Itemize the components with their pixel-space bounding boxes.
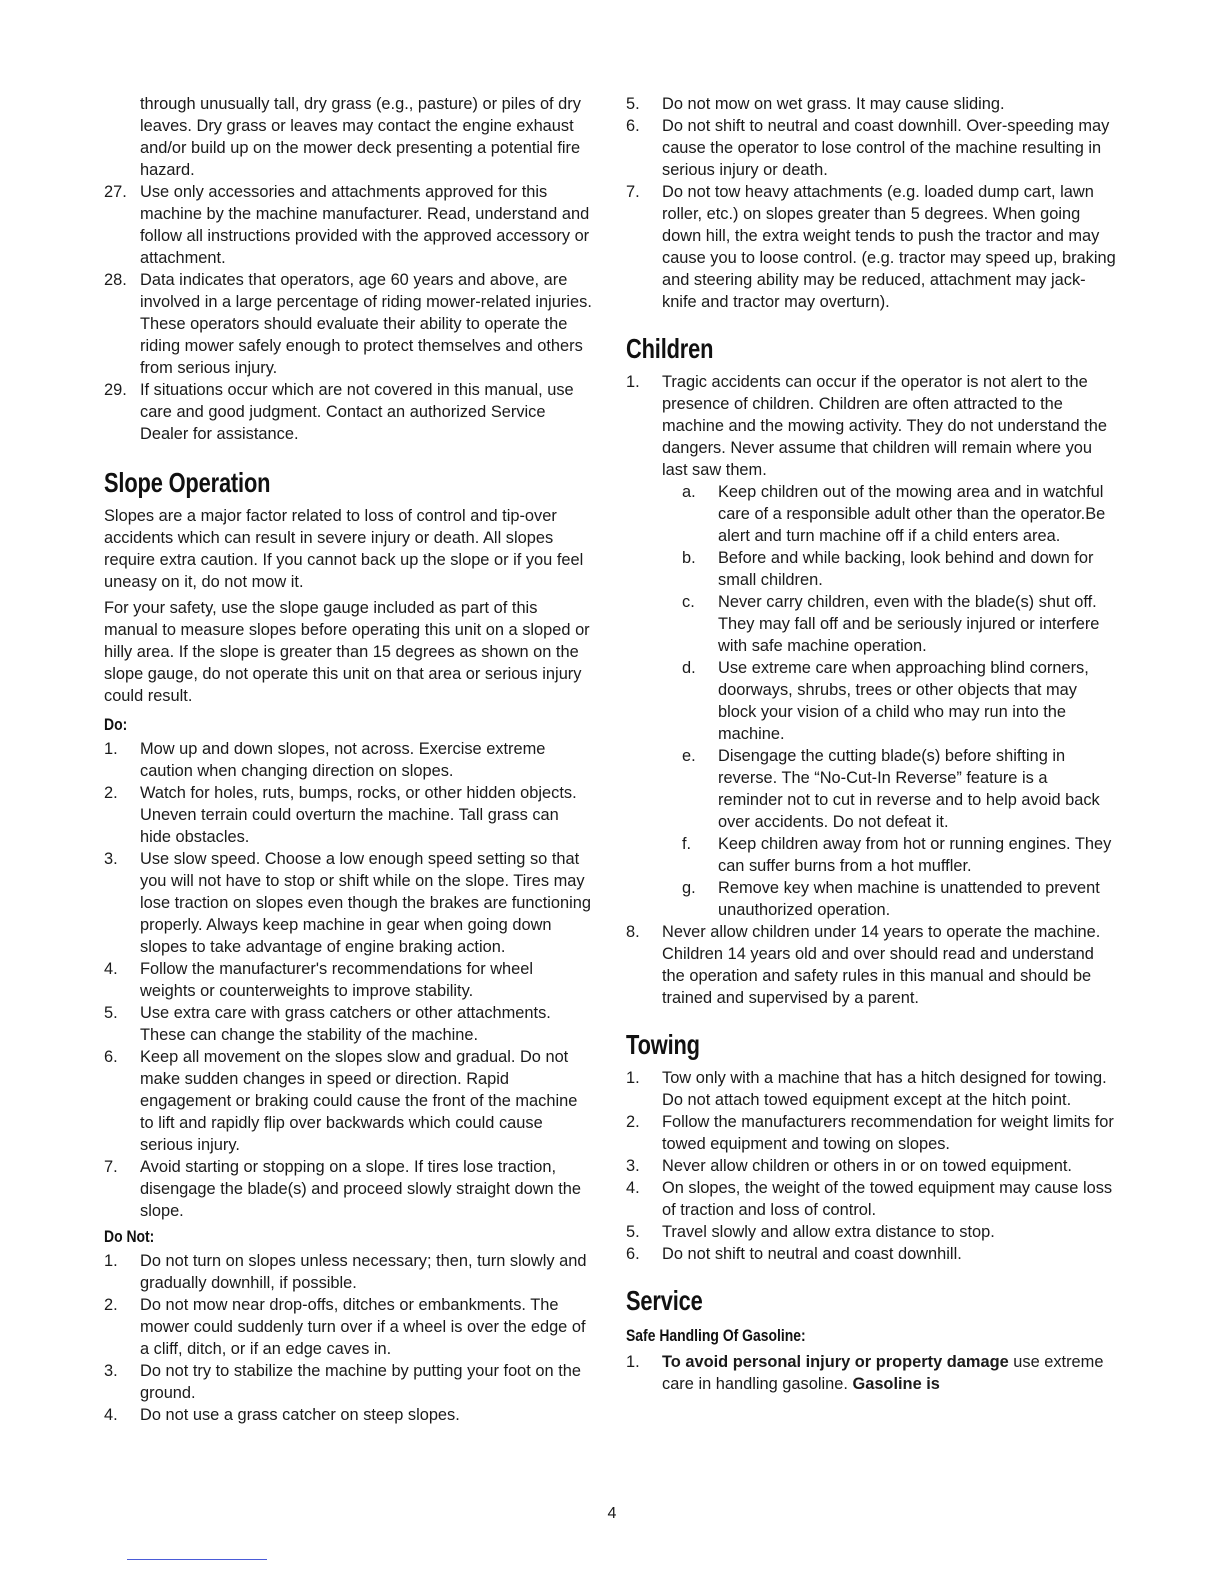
sublist-item: c. Never carry children, even with the blade(s) shut off. They may fall off and be seriously injured or interfere with safe machine operation. <box>682 593 1100 655</box>
list-item: 28. Data indicates that operators, age 60 years and above, are involved in a large percentage of riding mower-related injuries. These operators should evaluate their ability to operate the riding mower safely enough to protect themselves and others from serious injury. <box>104 271 592 377</box>
list-item: 7. Avoid starting or stopping on a slope. If tires lose traction, disengage the blade(s) and proceed slowly straight down the slope. <box>104 1158 582 1220</box>
service-item-body: use extreme care in handling gasoline. <box>662 1353 1104 1393</box>
do-not-list <box>104 1250 592 1426</box>
towing-list <box>626 1067 1116 1265</box>
list-item: 1. To avoid personal injury or property damage use extreme care in handling gasoline. Gasoline is <box>626 1351 1116 1395</box>
list-item: 8. Never allow children under 14 years to operate the machine. Children 14 years old and over should read and understand the operation and safety rules in this manual and should be trained and supervised by a parent. <box>626 923 1101 1007</box>
list-item: 5. Do not mow on wet grass. It may cause sliding. <box>626 95 1005 113</box>
continued-paragraph: through unusually tall, dry grass (e.g., pasture) or piles of dry leaves. Dry grass or leaves may contact the engine exhaust and/or build up on the mower deck presenting a potential fire hazard. <box>140 95 581 179</box>
general-rules-list <box>104 181 592 445</box>
sublist-item: b. Before and while backing, look behind and down for small children. <box>682 549 1094 589</box>
list-item: 2. Watch for holes, ruts, bumps, rocks, or other hidden objects. Uneven terrain could overturn the machine. Tall grass can hide obstacles. <box>104 784 577 846</box>
safe-handling-subheading: Safe Handling Of Gasoline: <box>626 1326 806 1345</box>
list-item: 4. On slopes, the weight of the towed equipment may cause loss of traction and loss of control. <box>626 1179 1113 1219</box>
section-heading-children: Children <box>626 333 714 364</box>
list-item: 5. Travel slowly and allow extra distance to stop. <box>626 1223 995 1241</box>
left-column <box>104 93 592 1426</box>
children-list <box>626 371 1116 481</box>
do-not-list-continued <box>626 93 1116 313</box>
do-subheading: Do: <box>104 715 128 734</box>
section-heading-service: Service <box>626 1285 703 1316</box>
bold-gasoline-text: Gasoline is <box>852 1375 940 1393</box>
sublist-item: f. Keep children away from hot or running engines. They can suffer burns from a hot muffler. <box>682 835 1112 875</box>
section-heading-towing: Towing <box>626 1029 700 1060</box>
list-item: 6. Do not shift to neutral and coast downhill. Over-speeding may cause the operator to lose control of the machine resulting in serious injury or death. <box>626 117 1110 179</box>
footer-rule <box>127 1559 267 1560</box>
list-item: 1. Mow up and down slopes, not across. Exercise extreme caution when changing direction on slopes. <box>104 740 546 780</box>
list-item: 3. Use slow speed. Choose a low enough speed setting so that you will not have to stop or shift while on the slope. Tires may lose traction on slopes even though the brakes are functioning properly. Always keep machine in gear when going down slopes to take advantage of engine braking action. <box>104 850 592 956</box>
do-list <box>104 738 592 1222</box>
children-list-end <box>626 921 1116 1009</box>
bold-warning-text: To avoid personal injury or property damage <box>662 1353 1009 1371</box>
list-item: 4. Follow the manufacturer's recommendations for wheel weights or counterweights to improve stability. <box>104 960 534 1000</box>
slope-paragraph-2: For your safety, use the slope gauge included as part of this manual to measure slopes before operating this unit on a sloped or hilly area. If the slope is greater than 15 degrees as shown on the slope gauge, do not operate this unit on that area or serious injury could result. <box>104 599 590 705</box>
list-item: 3. Do not try to stabilize the machine by putting your foot on the ground. <box>104 1362 581 1402</box>
sublist-item: e. Disengage the cutting blade(s) before shifting in reverse. The “No-Cut-In Reverse” feature is a reminder not to cut in reverse and to help avoid back over accidents. Do not defeat it. <box>682 747 1100 831</box>
list-item: 4. Do not use a grass catcher on steep slopes. <box>104 1406 460 1424</box>
service-item-text <box>662 1351 1116 1395</box>
slope-paragraph-1: Slopes are a major factor related to loss of control and tip-over accidents which can result in severe injury or death. All slopes require extra caution. If you cannot back up the slope or if you feel uneasy on it, do not mow it. <box>104 507 584 591</box>
right-column <box>626 93 1116 1395</box>
list-item: 1. Tragic accidents can occur if the operator is not alert to the presence of children. Children are often attracted to the machine and the mowing activity. They do not understand the dangers. Never assume that children will remain where you last saw them. <box>626 373 1107 479</box>
list-item: 27. Use only accessories and attachments approved for this machine by the machine manufacturer. Read, understand and follow all instructions provided with the approved accessory or attachment. <box>104 183 590 267</box>
service-list <box>626 1351 1116 1395</box>
sublist-item: a. Keep children out of the mowing area and in watchful care of a responsible adult other than the operator.Be alert and turn machine off if a child enters area. <box>682 483 1106 545</box>
children-sublist <box>626 481 1116 921</box>
list-item: 5. Use extra care with grass catchers or other attachments. These can change the stability of the machine. <box>104 1004 551 1044</box>
list-item: 2. Do not mow near drop-offs, ditches or embankments. The mower could suddenly turn over if a wheel is over the edge of a cliff, ditch, or if an edge caves in. <box>104 1296 586 1358</box>
sublist-item: g. Remove key when machine is unattended to prevent unauthorized operation. <box>682 879 1100 919</box>
list-item: 1. Tow only with a machine that has a hitch designed for towing. Do not attach towed equipment except at the hitch point. <box>626 1069 1107 1109</box>
list-item: 3. Never allow children or others in or on towed equipment. <box>626 1157 1072 1175</box>
section-heading-slope-operation: Slope Operation <box>104 467 271 498</box>
sublist-item: d. Use extreme care when approaching blind corners, doorways, shrubs, trees or other objects that may block your vision of a child who may run into the machine. <box>682 659 1089 743</box>
do-not-subheading: Do Not: <box>104 1227 155 1246</box>
page-number: 4 <box>607 1505 617 1522</box>
list-item: 1. Do not turn on slopes unless necessary; then, turn slowly and gradually downhill, if possible. <box>104 1252 587 1292</box>
list-item: 2. Follow the manufacturers recommendation for weight limits for towed equipment and towing on slopes. <box>626 1113 1114 1153</box>
list-item: 7. Do not tow heavy attachments (e.g. loaded dump cart, lawn roller, etc.) on slopes greater than 5 degrees. When going down hill, the extra weight tends to push the tractor and may cause you to loose control. (e.g. tractor may speed up, braking and steering ability may be reduced, attachment may jack-knife and tractor may overturn). <box>626 183 1116 311</box>
list-item: 6. Keep all movement on the slopes slow and gradual. Do not make sudden changes in speed or direction. Rapid engagement or braking could cause the front of the machine to lift and rapidly flip over backwards which could cause serious injury. <box>104 1048 578 1154</box>
list-item: 29. If situations occur which are not covered in this manual, use care and good judgment. Contact an authorized Service Dealer for assistance. <box>104 381 574 443</box>
list-item: 6. Do not shift to neutral and coast downhill. <box>626 1245 962 1263</box>
